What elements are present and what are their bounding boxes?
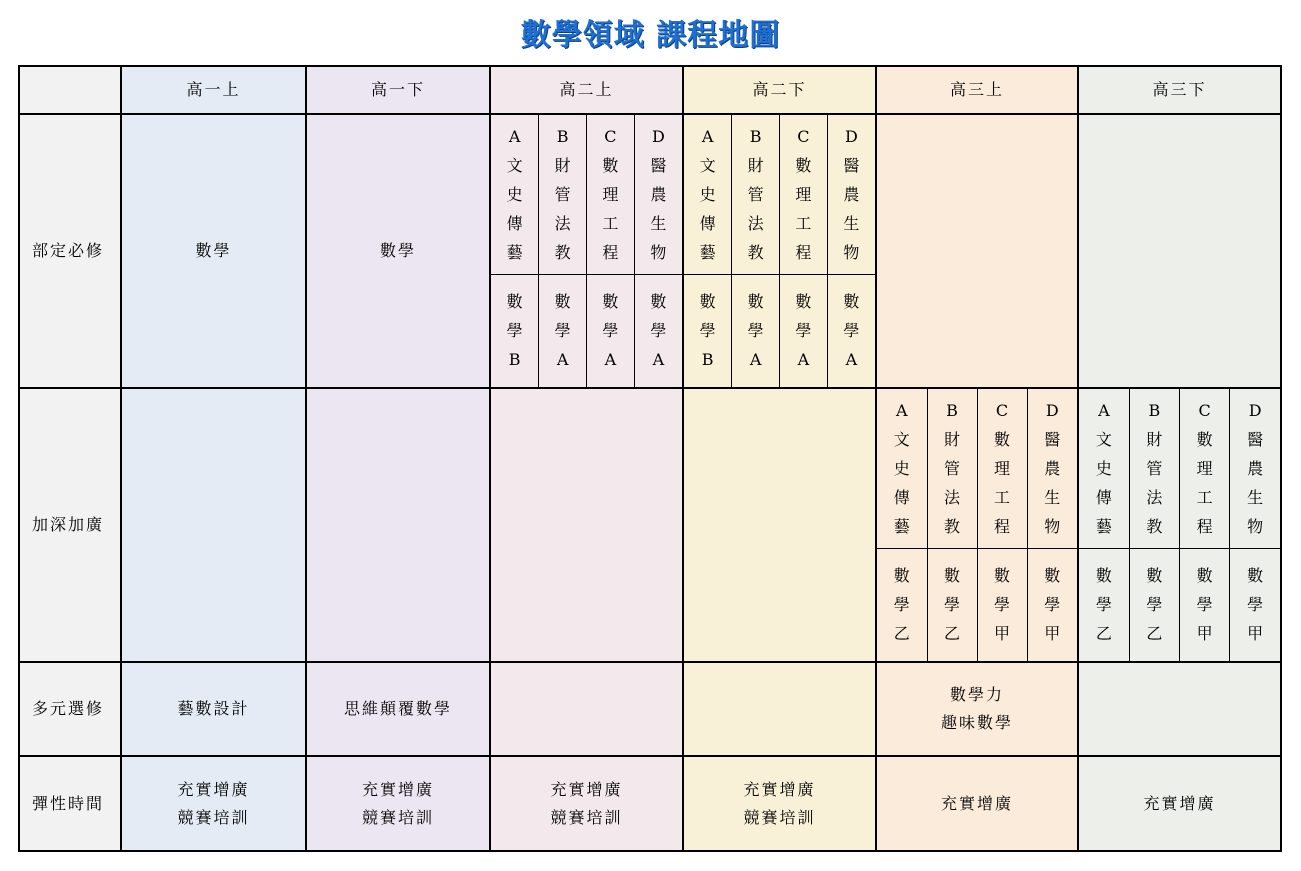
track-course: 數學甲 — [993, 566, 1010, 644]
track-course: 數學A — [602, 292, 619, 370]
track-name: C數理工程 — [993, 400, 1010, 536]
track-course: 數學A — [747, 292, 764, 370]
course-name: 競賽培訓 — [361, 807, 434, 827]
header-row — [19, 66, 1281, 114]
track-name: B財管法教 — [943, 400, 960, 536]
course-cell: 思維顛覆數學 — [306, 662, 490, 756]
row-required — [19, 114, 1281, 388]
track-name: D醫農生物 — [650, 126, 667, 262]
semester-header: 高二上 — [490, 66, 683, 114]
track-name: D醫農生物 — [1247, 400, 1264, 536]
track-grid — [684, 115, 875, 387]
track-name: B財管法教 — [554, 126, 571, 262]
track-grid — [1079, 389, 1280, 661]
course-name: 充實增廣 — [177, 779, 250, 799]
semester-header: 高一上 — [121, 66, 306, 114]
semester-header: 高一下 — [306, 66, 490, 114]
course-name: 趣味數學 — [940, 713, 1013, 732]
track-name: A文史傳藝 — [893, 400, 910, 536]
track-cell — [876, 388, 1078, 662]
empty-cell — [1078, 662, 1281, 756]
track-course: 數學甲 — [1044, 566, 1061, 644]
row-label: 部定必修 — [19, 114, 121, 388]
track-grid — [491, 115, 682, 387]
empty-cell — [876, 114, 1078, 388]
track-name: D醫農生物 — [843, 126, 860, 262]
track-name: B財管法教 — [1146, 400, 1163, 536]
track-cell — [683, 114, 876, 388]
course-cell: 藝數設計 — [121, 662, 306, 756]
course-cell — [306, 756, 490, 851]
track-course: 數學乙 — [943, 566, 960, 644]
track-course: 數學A — [650, 292, 667, 370]
empty-cell — [490, 662, 683, 756]
course-cell: 數學 — [121, 114, 306, 388]
course-cell: 充實增廣 — [1078, 756, 1281, 851]
track-name: A文史傳藝 — [699, 126, 716, 262]
course-cell: 數學 — [306, 114, 490, 388]
course-name: 競賽培訓 — [550, 807, 623, 827]
row-flex — [19, 756, 1281, 851]
course-name: 競賽培訓 — [743, 807, 816, 827]
track-name: B財管法教 — [747, 126, 764, 262]
empty-cell — [683, 388, 876, 662]
track-name: D醫農生物 — [1044, 400, 1061, 536]
track-cell — [490, 114, 683, 388]
track-name: C數理工程 — [602, 126, 619, 262]
course-cell: 充實增廣 — [876, 756, 1078, 851]
empty-cell — [306, 388, 490, 662]
track-course: 數學乙 — [1146, 566, 1163, 644]
track-name: C數理工程 — [795, 126, 812, 262]
row-label: 多元選修 — [19, 662, 121, 756]
course-cell — [876, 662, 1078, 756]
semester-header: 高三上 — [876, 66, 1078, 114]
course-name: 競賽培訓 — [177, 807, 250, 827]
corner-cell — [19, 66, 121, 114]
course-name: 充實增廣 — [550, 779, 623, 799]
track-name: A文史傳藝 — [1095, 400, 1112, 536]
course-cell — [490, 756, 683, 851]
semester-header: 高二下 — [683, 66, 876, 114]
course-name: 充實增廣 — [743, 779, 816, 799]
track-course: 數學甲 — [1196, 566, 1213, 644]
track-course: 數學甲 — [1247, 566, 1264, 644]
track-course: 數學B — [506, 292, 523, 370]
track-course: 數學乙 — [893, 566, 910, 644]
course-cell — [121, 756, 306, 851]
track-course: 數學A — [843, 292, 860, 370]
empty-cell — [683, 662, 876, 756]
empty-cell — [490, 388, 683, 662]
row-elective — [19, 662, 1281, 756]
row-label: 加深加廣 — [19, 388, 121, 662]
empty-cell — [1078, 114, 1281, 388]
track-course: 數學B — [699, 292, 716, 370]
track-course: 數學乙 — [1095, 566, 1112, 644]
track-course: 數學A — [795, 292, 812, 370]
row-label: 彈性時間 — [19, 756, 121, 851]
semester-header: 高三下 — [1078, 66, 1281, 114]
page-title: 數學領域 課程地圖 — [520, 18, 781, 53]
track-course: 數學A — [554, 292, 571, 370]
course-cell — [683, 756, 876, 851]
curriculum-map-table — [18, 65, 1282, 852]
empty-cell — [121, 388, 306, 662]
track-name: C數理工程 — [1196, 400, 1213, 536]
course-name: 充實增廣 — [361, 779, 434, 799]
track-cell — [1078, 388, 1281, 662]
track-grid — [877, 389, 1077, 661]
row-advanced — [19, 388, 1281, 662]
track-name: A文史傳藝 — [506, 126, 523, 262]
course-name: 數學力 — [949, 685, 1004, 704]
